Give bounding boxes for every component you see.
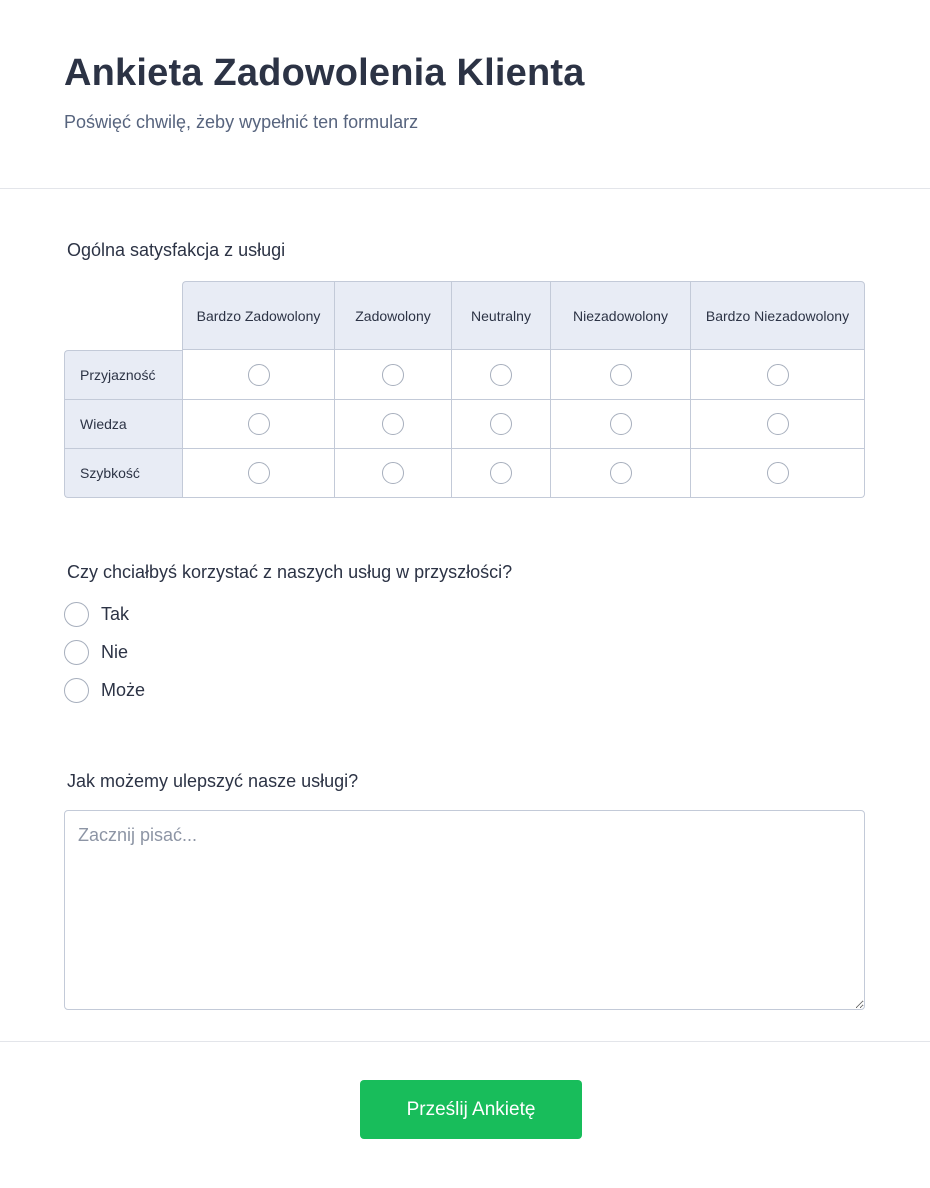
matrix-radio[interactable] xyxy=(490,462,512,484)
matrix-header-row xyxy=(64,281,865,350)
matrix-radio[interactable] xyxy=(490,364,512,386)
matrix-radio[interactable] xyxy=(382,364,404,386)
matrix-cell xyxy=(451,350,550,400)
choice-label: Nie xyxy=(101,641,129,662)
matrix-radio[interactable] xyxy=(382,413,404,435)
choice-label: Tak xyxy=(101,603,130,624)
matrix-cell xyxy=(690,449,865,498)
footer-divider xyxy=(0,1041,930,1042)
matrix-cell xyxy=(550,400,690,449)
matrix-cell xyxy=(334,449,451,498)
matrix-cell xyxy=(334,400,451,449)
matrix-row-header: Wiedza xyxy=(64,400,182,449)
matrix-cell xyxy=(334,350,451,400)
matrix-radio[interactable] xyxy=(610,364,632,386)
form-title: Ankieta Zadowolenia Klienta xyxy=(64,52,585,94)
matrix-radio[interactable] xyxy=(610,413,632,435)
matrix-radio[interactable] xyxy=(490,413,512,435)
matrix-cell xyxy=(182,350,334,400)
matrix-cell xyxy=(182,449,334,498)
choice-label: Może xyxy=(101,679,146,700)
matrix-radio[interactable] xyxy=(767,364,789,386)
choice-maybe[interactable] xyxy=(64,677,145,703)
matrix-radio[interactable] xyxy=(610,462,632,484)
choice-radio[interactable] xyxy=(64,602,89,627)
matrix-row xyxy=(64,350,865,400)
matrix-row-header: Szybkość xyxy=(64,449,182,498)
matrix-column-header: Neutralny xyxy=(451,281,550,350)
choice-yes[interactable] xyxy=(64,601,129,627)
choice-radio[interactable] xyxy=(64,640,89,665)
matrix-radio[interactable] xyxy=(248,462,270,484)
matrix-cell xyxy=(182,400,334,449)
matrix-radio[interactable] xyxy=(767,413,789,435)
matrix-corner-cell xyxy=(64,281,182,350)
matrix-row xyxy=(64,449,865,498)
matrix-cell xyxy=(690,400,865,449)
matrix-cell xyxy=(690,350,865,400)
future-question-label: Czy chciałbyś korzystać z naszych usług w przyszłości? xyxy=(67,562,513,582)
form-header xyxy=(0,0,930,189)
matrix-column-header: Niezadowolony xyxy=(550,281,690,350)
matrix-radio[interactable] xyxy=(248,364,270,386)
improve-question-label: Jak możemy ulepszyć nasze usługi? xyxy=(67,771,359,791)
matrix-column-header: Zadowolony xyxy=(334,281,451,350)
matrix-row xyxy=(64,400,865,449)
matrix-cell xyxy=(451,449,550,498)
choice-radio[interactable] xyxy=(64,678,89,703)
improvement-textarea[interactable] xyxy=(64,810,865,1010)
matrix-radio[interactable] xyxy=(382,462,404,484)
matrix-radio[interactable] xyxy=(767,462,789,484)
matrix-column-header: Bardzo Zadowolony xyxy=(182,281,334,350)
matrix-question-label: Ogólna satysfakcja z usługi xyxy=(67,240,286,260)
matrix-cell xyxy=(550,350,690,400)
matrix-cell xyxy=(451,400,550,449)
form-subtitle: Poświęć chwilę, żeby wypełnić ten formularz xyxy=(64,112,419,132)
matrix-radio[interactable] xyxy=(248,413,270,435)
submit-survey-button[interactable]: Prześlij Ankietę xyxy=(360,1080,582,1139)
satisfaction-matrix xyxy=(64,281,865,498)
matrix-cell xyxy=(550,449,690,498)
matrix-column-header: Bardzo Niezadowolony xyxy=(690,281,865,350)
choice-no[interactable] xyxy=(64,639,128,665)
matrix-row-header: Przyjazność xyxy=(64,350,182,400)
